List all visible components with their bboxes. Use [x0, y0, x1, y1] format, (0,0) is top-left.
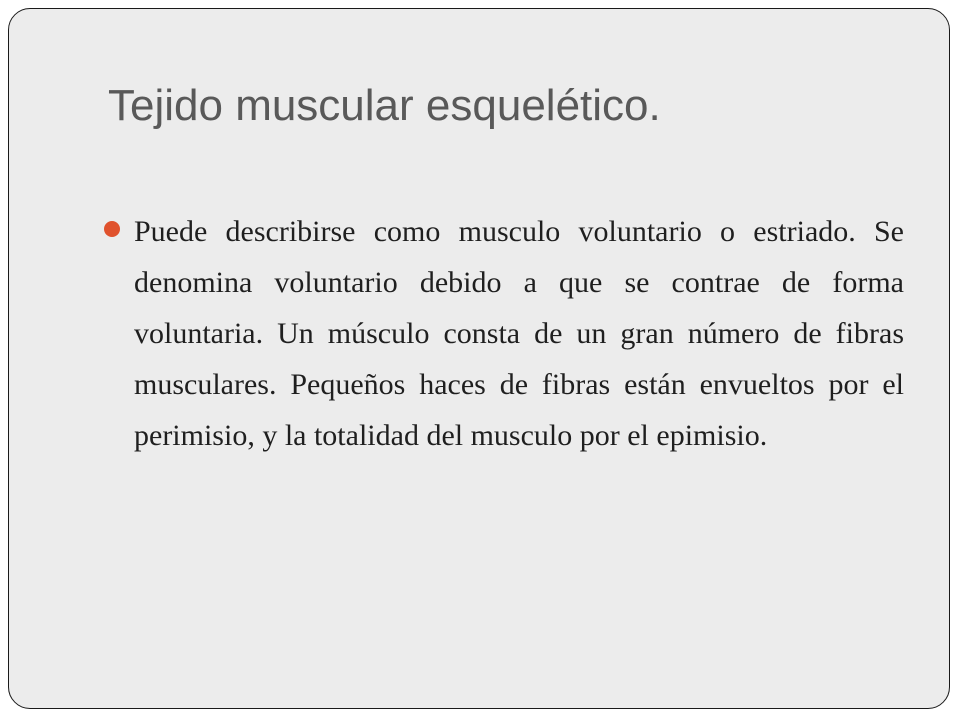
bullet-item: [104, 206, 904, 461]
slide-body: [104, 206, 904, 461]
bullet-text: Puede describirse como musculo voluntario o estriado. Se denomina voluntario debido a que se contrae de forma voluntaria. Un músculo consta de un gran número de fibras musculares. Pequeños haces de fibras están envueltos por el perimisio, y la totalidad del musculo por el epimisio.: [134, 215, 904, 452]
bullet-dot-icon: [104, 221, 120, 237]
slide-title: Tejido muscular esquelético.: [108, 81, 661, 130]
